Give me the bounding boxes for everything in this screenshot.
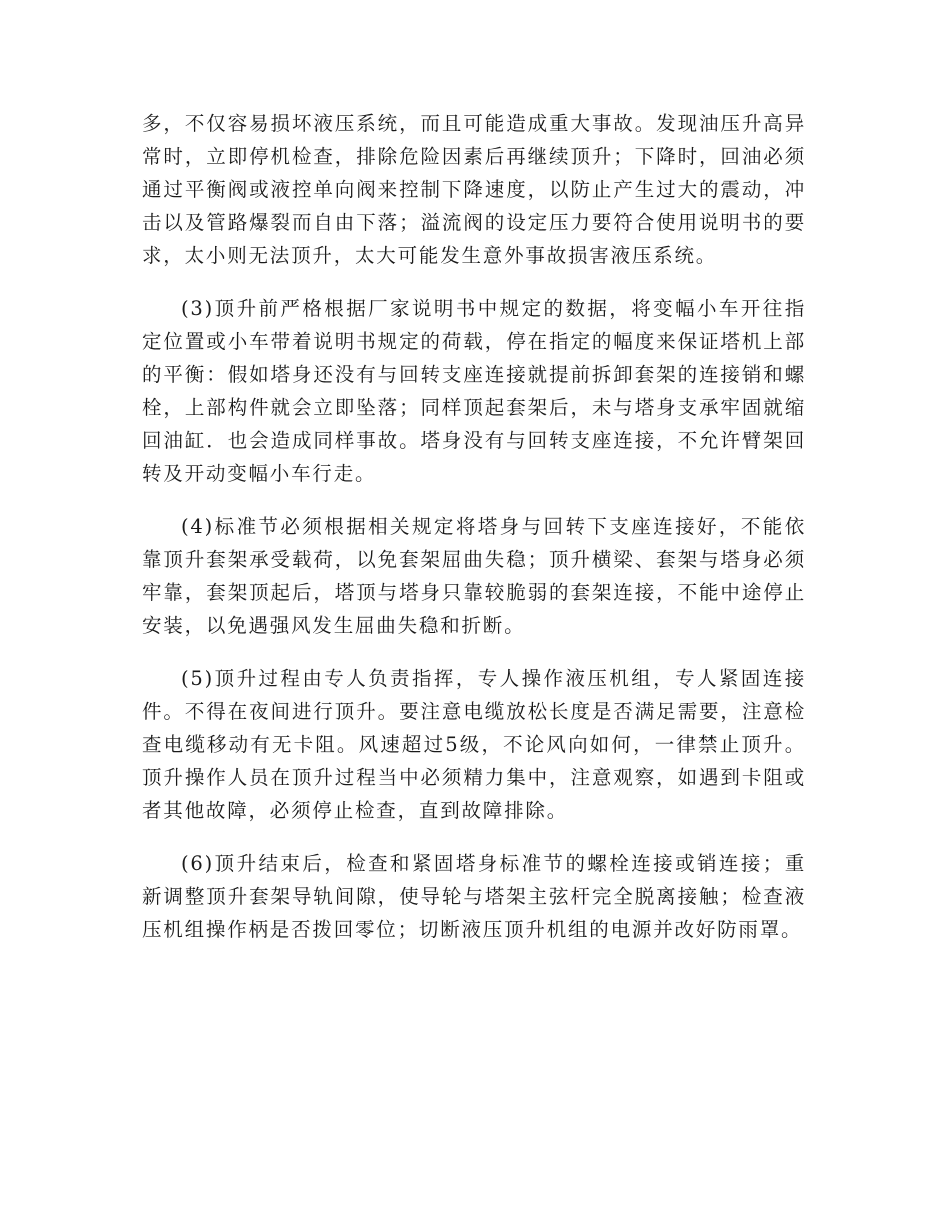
document-body	[142, 107, 806, 966]
paragraph-item-5: (5)顶升过程由专人负责指挥，专人操作液压机组，专人紧固连接件。不得在夜间进行顶升。要注意电缆放松长度是否满足需要，注意检查电缆移动有无卡阻。风速超过5级，不论风向如何，一律禁止顶升。顶升操作人员在顶升过程当中必须精力集中，注意观察，如遇到卡阻或者其他故障，必须停止检查，直到故障排除。	[142, 667, 806, 822]
paragraph-item-6: (6)顶升结束后，检查和紧固塔身标准节的螺栓连接或销连接；重新调整顶升套架导轨间隙，使导轮与塔架主弦杆完全脱离接触；检查液压机组操作柄是否拨回零位；切断液压顶升机组的电源并改好防雨罩。	[142, 852, 806, 941]
paragraph-item-3: (3)顶升前严格根据厂家说明书中规定的数据，将变幅小车开往指定位置或小车带着说明书规定的荷载，停在指定的幅度来保证塔机上部的平衡：假如塔身还没有与回转支座连接就提前拆卸套架的连接销和螺栓，上部构件就会立即坠落；同样顶起套架后，未与塔身支承牢固就缩回油缸．也会造成同样事故。塔身没有与回转支座连接，不允许臂架回转及开动变幅小车行走。	[142, 297, 806, 485]
paragraph-continuation: 多，不仅容易损坏液压系统，而且可能造成重大事故。发现油压升高异常时，立即停机检查，排除危险因素后再继续顶升；下降时，回油必须通过平衡阀或液控单向阀来控制下降速度，以防止产生过大的震动，冲击以及管路爆裂而自由下落；溢流阀的设定压力要符合使用说明书的要求，太小则无法顶升，太大可能发生意外事故损害液压系统。	[142, 112, 806, 267]
paragraph-item-4: (4)标准节必须根据相关规定将塔身与回转下支座连接好，不能依靠顶升套架承受载荷，以免套架屈曲失稳；顶升横梁、套架与塔身必须牢靠，套架顶起后，塔顶与塔身只靠较脆弱的套架连接，不能中途停止安装，以免遇强风发生屈曲失稳和折断。	[142, 515, 806, 637]
